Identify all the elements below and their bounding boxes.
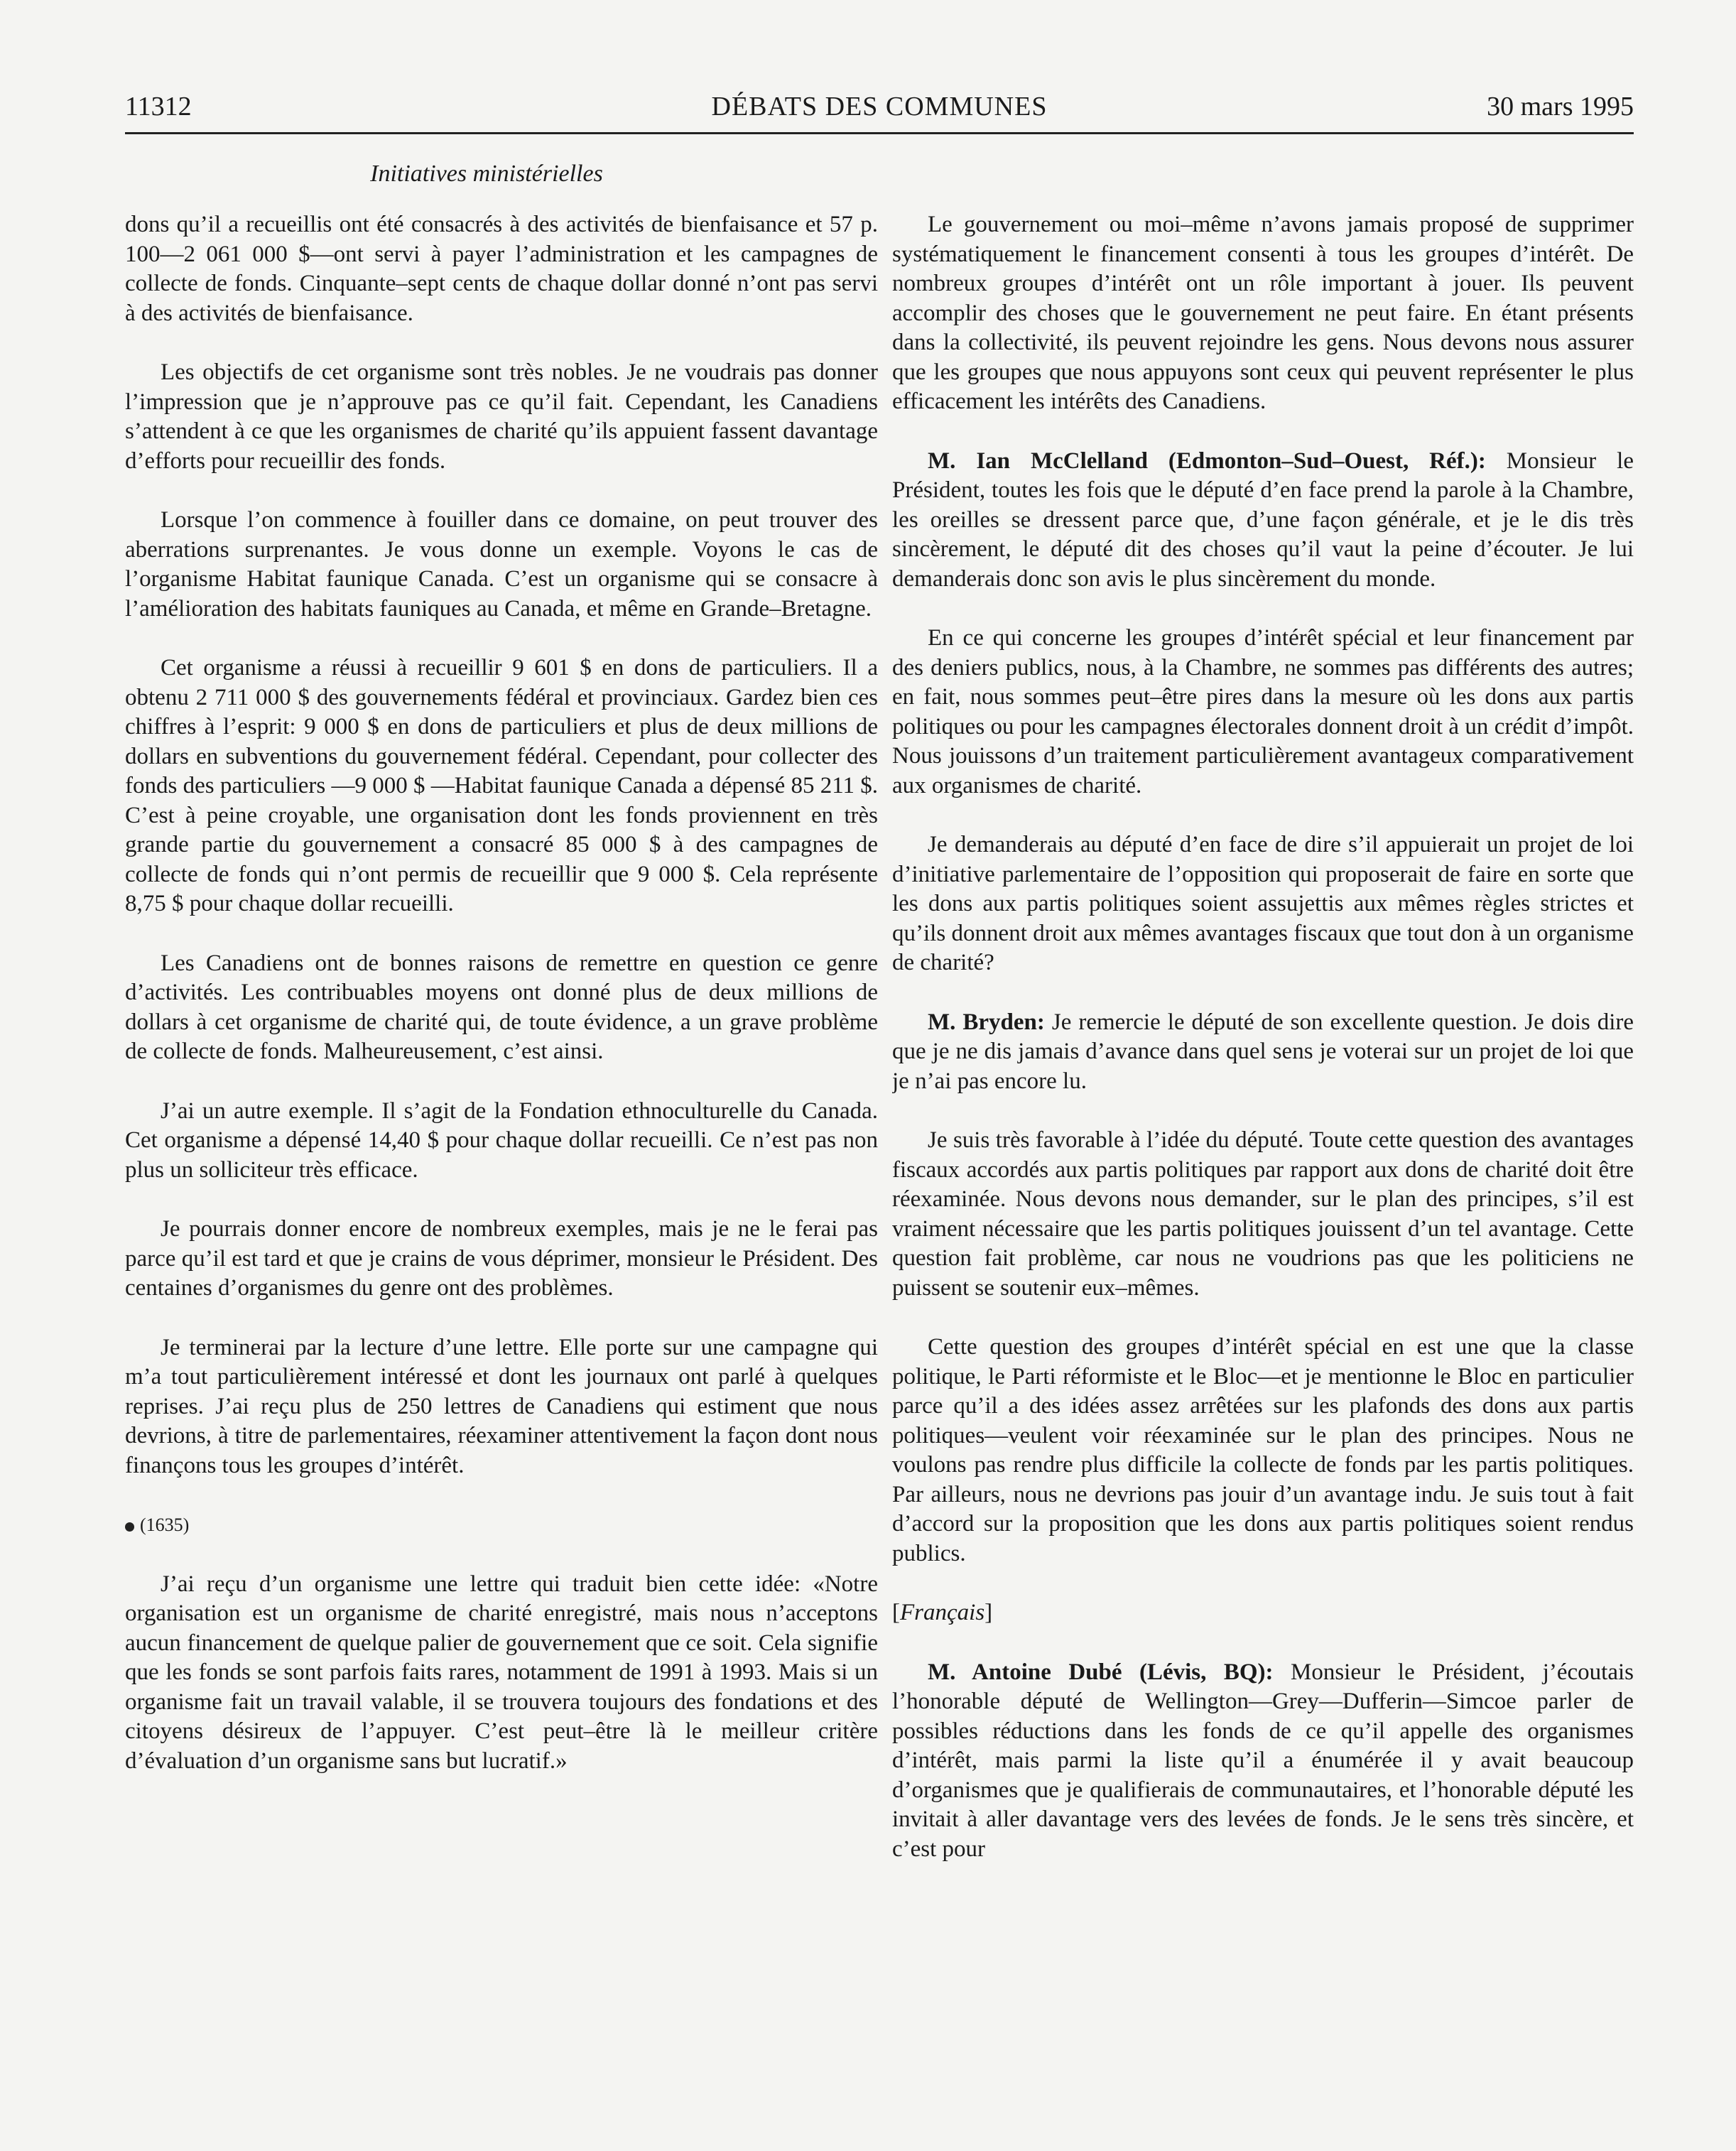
paragraph: Je terminerai par la lecture d’une lettre. Elle porte sur une campagne qui m’a tout particulièrement intéressé et dont les journaux ont parlé à quelques reprises. J’ai reçu plus de 250 lettres de Canadiens qui estiment que nous devrions, à titre de parlementaires, réexaminer attentivement la façon dont nous finançons tous les groupes d’intérêt.: [125, 1334, 878, 1478]
paragraph: Le gouvernement ou moi–même n’avons jamais proposé de supprimer systématiquement le financement consenti à tous les groupes d’intérêt. De nombreux groupes d’intérêt ont un rôle important à jouer. Ils peuvent accomplir des choses que le gouvernement ne peut faire. En étant présents dans la collectivité, ils peuvent rejoindre les gens. Nous devons nous assurer que les groupes que nous appuyons sont ceux qui peuvent représenter le plus efficacement les intérêts des Canadiens.: [892, 212, 1634, 414]
speech-text: Je remercie le député de son excellente question. Je dois dire que je ne dis jamais d’avance dans quel sens je voterai sur un projet de loi que je n’ai pas encore lu.: [892, 1009, 1634, 1094]
page-header: [125, 85, 1634, 134]
paragraph: Cette question des groupes d’intérêt spécial en est une que la classe politique, le Parti réformiste et le Bloc—et je mentionne le Bloc en particulier parce qu’il a des idées assez arrêtées sur les plafonds des dons aux partis politiques—veulent voir réexaminée sur le plan des principes. Nous ne voulons pas rendre plus difficile la collecte de fonds par les partis politiques. Par ailleurs, nous ne devrions pas jouir d’un avantage indu. Je suis tout à fait d’accord sur la proposition que les dons aux partis politiques soient rendus publics.: [892, 1334, 1634, 1566]
speaker-name: M. Bryden:: [928, 1009, 1045, 1035]
language-bracket-open: [: [892, 1600, 900, 1625]
timestamp-text: (1635): [140, 1515, 190, 1535]
paragraph: Les Canadiens ont de bonnes raisons de remettre en question ce genre d’activités. Les contribuables moyens ont donné plus de deux millions de dollars à cet organisme de charité qui, de toute évidence, a un grave problème de collecte de fonds. Malheureusement, c’est ainsi.: [125, 950, 878, 1064]
timestamp-marker: [125, 1510, 878, 1540]
speech-paragraph: [892, 1008, 1634, 1097]
speech-paragraph: [892, 1658, 1634, 1865]
paragraph: J’ai reçu d’un organisme une lettre qui traduit bien cette idée: «Notre organisation est un organisme de charité enregistré, mais nous n’acceptons aucun financement de quelque palier de gouvernement que ce soit. Cela signifie que les fonds se sont parfois faits rares, notamment de 1991 à 1993. Mais si un organisme fait un travail valable, il se trouvera toujours des fondations et des citoyens désireux de l’appuyer. C’est peut–être là le meilleur critère d’évaluation d’un organisme sans but lucratif.»: [125, 1571, 878, 1774]
speech-text: Monsieur le Président, toutes les fois que le député d’en face prend la parole à la Chambre, les oreilles se dressent parce que, d’une façon générale, et je le dis très sincèrement, le député dit des choses qu’il vaut la peine d’écouter. Je lui demanderais donc son avis le plus sincèrement du monde.: [892, 448, 1634, 592]
page-number: 11312: [125, 92, 192, 121]
publication-date: 30 mars 1995: [1487, 92, 1634, 121]
paragraph: J’ai un autre exemple. Il s’agit de la Fondation ethnoculturelle du Canada. Cet organisme a dépensé 14,40 $ pour chaque dollar recueilli. Ce n’est pas non plus un solliciteur très efficace.: [125, 1098, 878, 1183]
publication-title: DÉBATS DES COMMUNES: [711, 92, 1048, 121]
paragraph: Je demanderais au député d’en face de dire s’il appuierait un projet de loi d’initiative parlementaire de l’opposition qui proposerait de faire en sorte que les dons aux partis politiques soient assujettis aux mêmes règles strictes et qu’ils donnent droit aux mêmes avantages fiscaux que tout don à un organisme de charité?: [892, 832, 1634, 975]
paragraph: dons qu’il a recueillis ont été consacrés à des activités de bienfaisance et 57 p. 100—2 061 000 $—ont servi à payer l’administration et les campagnes de collecte de fonds. Cinquante–sept cents de chaque dollar donné n’ont pas servi à des activités de bienfaisance.: [125, 212, 878, 326]
speaker-name: M. Antoine Dubé (Lévis, BQ):: [928, 1659, 1274, 1685]
language-marker: [892, 1598, 1634, 1628]
left-column: [125, 210, 878, 2071]
speech-text: Monsieur le Président, j’écoutais l’honorable député de Wellington—Grey—Dufferin—Simcoe parler de possibles réductions dans les fonds de ce qu’il appelle des organismes d’intérêt, mais parmi la liste qu’il a énumérée il y avait beaucoup d’organismes que je qualifierais de communautaires, et l’honorable député les invitait à aller davantage vers des levées de fonds. Je le sens très sincère, et c’est pour: [892, 1659, 1634, 1862]
right-column: [892, 210, 1634, 2071]
speaker-name: M. Ian McClelland (Edmonton–Sud–Ouest, Réf.):: [928, 448, 1486, 474]
language-bracket-close: ]: [984, 1600, 993, 1625]
section-heading: Initiatives ministérielles: [370, 161, 603, 187]
bullet-icon: [125, 1522, 134, 1532]
paragraph: Lorsque l’on commence à fouiller dans ce domaine, on peut trouver des aberrations surprenantes. Je vous donne un exemple. Voyons le cas de l’organisme Habitat faunique Canada. C’est un organisme qui se consacre à l’amélioration des habitats fauniques au Canada, et même en Grande–Bretagne.: [125, 507, 878, 622]
speech-paragraph: [892, 447, 1634, 595]
language-label: Français: [900, 1600, 985, 1625]
paragraph: Je pourrais donner encore de nombreux exemples, mais je ne le ferai pas parce qu’il est tard et que je crains de vous déprimer, monsieur le Président. Des centaines d’organismes du genre ont des problèmes.: [125, 1216, 878, 1301]
paragraph: Les objectifs de cet organisme sont très nobles. Je ne voudrais pas donner l’impression que je n’approuve pas ce qu’il fait. Cependant, les Canadiens s’attendent à ce que les organismes de charité qu’ils appuient fassent davantage d’efforts pour recueillir des fonds.: [125, 359, 878, 474]
paragraph: En ce qui concerne les groupes d’intérêt spécial et leur financement par des deniers publics, nous, à la Chambre, ne sommes pas différents des autres; en fait, nous sommes peut–être pires dans la mesure où les dons aux partis politiques ou pour les campagnes électorales donnent droit à un crédit d’impôt. Nous jouissons d’un traitement particulièrement avantageux comparativement aux organismes de charité.: [892, 625, 1634, 798]
paragraph: Je suis très favorable à l’idée du député. Toute cette question des avantages fiscaux accordés aux partis politiques par rapport aux dons de charité doit être réexaminée. Nous devons nous demander, sur le plan des principes, s’il est vraiment nécessaire que les partis politiques jouissent d’un tel avantage. Cette question fait problème, car nous ne voudrions pas que les politiciens ne puissent se soutenir eux–mêmes.: [892, 1127, 1634, 1301]
paragraph: Cet organisme a réussi à recueillir 9 601 $ en dons de particuliers. Il a obtenu 2 711 000 $ des gouvernements fédéral et provinciaux. Gardez bien ces chiffres à l’esprit: 9 000 $ en dons de particuliers et plus de deux millions de dollars en subventions du gouvernement fédéral. Cependant, pour collecter des fonds des particuliers —9 000 $ —Habitat faunique Canada a dépensé 85 211 $. C’est à peine croyable, une organisation dont les fonds proviennent en très grande partie du gouvernement a consacré 85 000 $ à des campagnes de collecte de fonds qui n’ont permis de recueillir que 9 000 $. Cela représente 8,75 $ pour chaque dollar recueilli.: [125, 655, 878, 916]
